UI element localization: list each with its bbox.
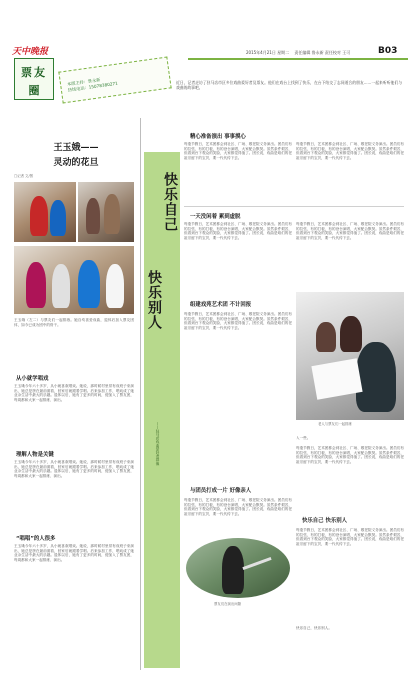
right-body-3c-text: 每逢节假日，艺术团都会到社区、广场、敬老院义务演出。团员们有的拉弦，有的打板，有的登台演唱，大家配合默契。虽然条件艰苦，但看到台下观众的笑脸，大家都觉得值了。团长说，戏曲是咱们的老祖宗留下的宝贝，要一代代传下去。 bbox=[296, 446, 404, 464]
page-number bbox=[378, 46, 397, 56]
date-line bbox=[246, 50, 396, 56]
right-subhead-2 bbox=[190, 212, 240, 220]
left-body-1-text: 王玉娥今年六十多岁，从小就喜欢唱戏。她说，那时候村里常有戏班子来演出，她总是挤在最前面看，回家后就跟着学唱。后来参加工作，唱戏成了她业余生活中最大的乐趣。退休以后，她有了更多的时间，便加入了票友团，每周都和大家一起排练、演出。 bbox=[14, 384, 134, 402]
right-region bbox=[184, 120, 406, 672]
right-body-1a bbox=[184, 142, 292, 204]
right-subhead-1-text: 精心准备演出 事事摸心 bbox=[190, 134, 246, 140]
right-body-2b-text: 每逢节假日，艺术团都会到社区、广场、敬老院义务演出。团员们有的拉弦，有的打板，有的登台演唱，大家配合默契。虽然条件艰苦，但看到台下观众的笑脸，大家都觉得值了。团长说，戏曲是咱们的老祖宗留下的宝贝，要一代代传下去。 bbox=[296, 222, 404, 240]
bottom-photo-caption-text: 票友们在演出间隙 bbox=[214, 602, 242, 606]
right-subhead-3 bbox=[190, 300, 251, 308]
left-body-3 bbox=[14, 544, 134, 668]
right-body-5-tail bbox=[296, 626, 404, 636]
bottom-photo-caption bbox=[214, 602, 241, 606]
photo-performers-1 bbox=[14, 182, 76, 242]
page-number-text: B03 bbox=[378, 46, 398, 56]
right-body-4-text: 每逢节假日，艺术团都会到社区、广场、敬老院义务演出。团员们有的拉弦，有的打板，有的登台演唱，大家配合默契。虽然条件艰苦，但看到台下观众的笑脸，大家都觉得值了。团长说，戏曲是咱们的老祖宗留下的宝贝，要一代代传下去。 bbox=[184, 498, 292, 516]
column-divider-left bbox=[140, 118, 141, 670]
left-subhead-1-text: 从小就学唱戏 bbox=[16, 376, 49, 382]
newspaper-logo bbox=[12, 44, 72, 58]
left-body-3-text: 王玉娥今年六十多岁，从小就喜欢唱戏。她说，那时候村里常有戏班子来演出，她总是挤在最前面看，回家后就跟着学唱。后来参加工作，唱戏成了她业余生活中最大的乐趣。退休以后，她有了更多的时间，便加入了票友团，每周都和大家一起排练、演出。 bbox=[14, 544, 134, 562]
editor-note-text: 本版主持：鲁永新 热线电话：15078380271 bbox=[66, 77, 119, 93]
right-subhead-4 bbox=[190, 486, 251, 494]
divider-1 bbox=[184, 206, 404, 207]
headline-line1-text: 快乐自己 bbox=[162, 172, 178, 232]
left-subhead-2-text: 理解人物是关键 bbox=[16, 452, 54, 458]
right-photo-caption-text: 老人与票友们一起排练 bbox=[318, 422, 352, 426]
right-subhead-3-text: 组建戏苑艺术团 不计回报 bbox=[190, 302, 252, 308]
right-subhead-2-text: 一天没闲着 累到虚脱 bbox=[190, 214, 241, 220]
right-subhead-5-text: 快乐自己 快乐别人 bbox=[302, 518, 348, 524]
headline-subtitle-text: ——驻马店戏曲爱好者群像 bbox=[156, 422, 160, 466]
masthead-rule bbox=[188, 58, 408, 60]
left-title-line2: 灵动的花旦 bbox=[53, 158, 99, 168]
headline-line2-text: 快乐别人 bbox=[146, 270, 162, 330]
left-body-2 bbox=[14, 460, 134, 528]
center-headline-band bbox=[144, 152, 180, 668]
left-byline bbox=[14, 174, 33, 178]
right-photo-caption bbox=[318, 422, 352, 426]
left-body-2-text: 王玉娥今年六十多岁，从小就喜欢唱戏。她说，那时候村里常有戏班子来演出，她总是挤在最前面看，回家后就跟着学唱。后来参加工作，唱戏成了她业余生活中最大的乐趣。退休以后，她有了更多的时间，便加入了票友团，每周都和大家一起排练、演出。 bbox=[14, 460, 134, 478]
section-badge bbox=[14, 58, 54, 100]
left-title bbox=[26, 140, 126, 168]
left-byline-text: □记者 文/图 bbox=[14, 174, 33, 178]
editors-text: 责任编辑 鲁永新 责任校对 王可 bbox=[294, 50, 351, 55]
headline-col-2 bbox=[146, 270, 164, 330]
right-body-4 bbox=[184, 498, 292, 534]
editor-note bbox=[58, 57, 171, 104]
right-body-1a-text: 每逢节假日，艺术团都会到社区、广场、敬老院义务演出。团员们有的拉弦，有的打板，有的登台演唱，大家配合默契。虽然条件艰苦，但看到台下观众的笑脸，大家都觉得值了。团长说，戏曲是咱们的老祖宗留下的宝贝，要一代代传下去。 bbox=[184, 142, 292, 160]
logo-text: 天中晚报 bbox=[12, 47, 49, 57]
right-body-5 bbox=[296, 528, 404, 624]
right-body-2b bbox=[296, 222, 404, 292]
left-subhead-2 bbox=[16, 450, 54, 458]
left-caption bbox=[14, 318, 134, 346]
photo-performers-2 bbox=[78, 182, 134, 242]
right-subhead-1 bbox=[190, 132, 246, 140]
left-column bbox=[14, 116, 134, 672]
right-subhead-4-text: 与团员打成一片 好像亲人 bbox=[190, 488, 252, 494]
right-body-5-text: 每逢节假日，艺术团都会到社区、广场、敬老院义务演出。团员们有的拉弦，有的打板，有的登台演唱，大家配合默契。虽然条件艰苦，但看到台下观众的笑脸，大家都觉得值了。团长说，戏曲是咱们的老祖宗留下的宝贝，要一代代传下去。 bbox=[296, 528, 404, 546]
photo-elder-reading bbox=[296, 292, 404, 420]
left-title-line1: 王玉娥—— bbox=[53, 143, 99, 153]
section-name-top: 票友 bbox=[21, 66, 47, 79]
date-text: 2015年4月21日 星期二 bbox=[246, 50, 290, 55]
right-body-3-text: 每逢节假日，艺术团都会到社区、广场、敬老院义务演出。团员们有的拉弦，有的打板，有的登台演唱，大家配合默契。虽然条件艰苦，但看到台下观众的笑脸，大家都觉得值了。团长说，戏曲是咱们的老祖宗留下的宝贝，要一代代传下去。 bbox=[184, 312, 292, 330]
right-body-3c bbox=[296, 446, 404, 486]
left-body-1 bbox=[14, 384, 134, 444]
photo-performers-3 bbox=[14, 246, 134, 314]
headline-col-1 bbox=[162, 172, 180, 232]
left-subhead-3-text: “唱唱”的人很多 bbox=[16, 536, 56, 542]
right-body-5-tail-text: 快乐自己，快乐别人。 bbox=[296, 626, 332, 630]
right-body-1b-text: 每逢节假日，艺术团都会到社区、广场、敬老院义务演出。团员们有的拉弦，有的打板，有的登台演唱，大家配合默契。虽然条件艰苦，但看到台下观众的笑脸，大家都觉得值了。团长说，戏曲是咱们的老祖宗留下的宝贝，要一代代传下去。 bbox=[296, 142, 404, 160]
photo-musician bbox=[186, 538, 290, 598]
left-subhead-1 bbox=[16, 374, 48, 382]
right-body-3 bbox=[184, 312, 292, 482]
intro-paragraph bbox=[176, 80, 402, 116]
left-subhead-3 bbox=[16, 534, 55, 542]
headline-subtitle bbox=[156, 422, 161, 465]
right-body-2a-text: 每逢节假日，艺术团都会到社区、广场、敬老院义务演出。团员们有的拉弦，有的打板，有的登台演唱，大家配合默契。虽然条件艰苦，但看到台下观众的笑脸，大家都觉得值了。团长说，戏曲是咱们的老祖宗留下的宝贝，要一代代传下去。 bbox=[184, 222, 292, 240]
section-name-bottom: 圈 bbox=[28, 84, 40, 97]
right-body-2a bbox=[184, 222, 292, 292]
right-body-1b bbox=[296, 142, 404, 204]
right-body-3b-text: 入一些。 bbox=[296, 436, 311, 440]
left-caption-text: 王玉娥（左二）与票友们一起排练。她自幼喜爱戏曲，退休后加入票友团体，如今已成为团中的骨干。 bbox=[14, 318, 134, 327]
right-subhead-5 bbox=[302, 516, 347, 524]
right-body-3b bbox=[296, 436, 404, 446]
intro-text: 近日，记者走访了驻马店市区多位戏曲爱好者及票友。他们在戏台上找到了快乐，在台下结交了志同道合的朋友……一起来听听他们与戏曲的故事吧。 bbox=[176, 80, 402, 90]
